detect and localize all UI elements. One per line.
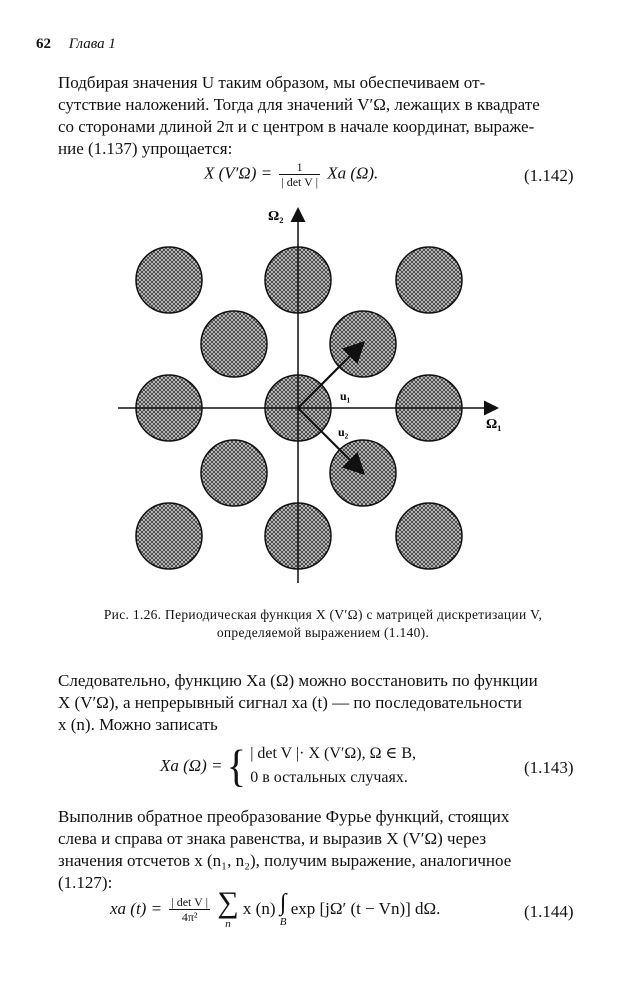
eq-lhs: X (V′Ω) = — [204, 163, 273, 183]
axis-omega1-label: Ω₁ — [486, 417, 502, 432]
spectrum-circle — [396, 247, 462, 313]
axis-omega2-label: Ω₂ — [268, 209, 284, 224]
eq-lhs: xa (t) = — [110, 899, 163, 918]
fraction-denominator: | det V | — [281, 175, 319, 189]
text-line: ние (1.137) упрощается: — [58, 139, 233, 158]
fraction-numerator: | det V | — [171, 894, 209, 909]
text-line: значения отсчетов x (n₁, n₂), получим выражение, аналогичное — [58, 851, 512, 870]
text-line: Подбирая значения U таким образом, мы обеспечиваем от- — [58, 73, 486, 92]
equation-1-142 — [204, 160, 378, 189]
figure-periodic-function — [100, 198, 520, 598]
vector-u2-label: u₂ — [338, 425, 349, 439]
sum-operator: ∑ n — [217, 886, 239, 930]
spectrum-circle — [136, 247, 202, 313]
paragraph-inverse — [58, 806, 586, 894]
eq-cases — [250, 742, 416, 790]
caption-line: Рис. 1.26. Периодическая функция X (V′Ω) с матрицей дискретизации V, — [103, 607, 543, 622]
sum-index: n — [225, 918, 231, 930]
spectrum-circle — [201, 311, 267, 377]
eq-integrand: exp [jΩ′ (t − Vn)] dΩ. — [290, 899, 441, 918]
equation-number: (1.144) — [524, 902, 574, 921]
eq-fraction — [169, 895, 210, 924]
paragraph-reconstruction — [58, 670, 586, 736]
equation-number: (1.143) — [524, 758, 574, 777]
eq-term: x (n) — [242, 899, 276, 918]
fraction-numerator: 1 — [279, 160, 320, 175]
text-line: X (V′Ω), а непрерывный сигнал xa (t) — по последовательности — [58, 693, 522, 712]
page-number: 62 — [36, 36, 51, 52]
text-line: Следовательно, функцию Xa (Ω) можно восстановить по функции — [58, 671, 538, 690]
text-line: (1.127): — [58, 873, 113, 892]
eq-rhs: Xa (Ω). — [327, 163, 379, 183]
paragraph-intro — [58, 72, 586, 160]
running-header — [36, 36, 116, 53]
eq-lhs: Xa (Ω) = — [160, 756, 223, 775]
spectrum-circle — [201, 440, 267, 506]
spectrum-circle — [136, 503, 202, 569]
integral-operator: ∫ B — [279, 890, 287, 928]
text-line: x (n). Можно записать — [58, 715, 218, 734]
vector-u1-label: u₁ — [340, 389, 351, 403]
equation-1-144 — [110, 888, 440, 930]
text-line: сутствие наложений. Тогда для значений V′Ω, лежащих в квадрате — [58, 95, 540, 114]
spectrum-circle — [396, 503, 462, 569]
fraction-denominator: 4π² — [181, 909, 198, 924]
case-line: | det V |· X (V′Ω), Ω ∈ B, — [250, 745, 417, 762]
case-line: 0 в остальных случаях. — [250, 769, 408, 786]
text-line: со сторонами длиной 2π и с центром в начале координат, выраже- — [58, 117, 535, 136]
equation-number: (1.142) — [524, 166, 574, 185]
text-line: слева и справа от знака равенства, и выразив X (V′Ω) через — [58, 829, 487, 848]
chapter-title: Глава 1 — [68, 36, 116, 52]
text-line: Выполнив обратное преобразование Фурье функций, стоящих — [58, 807, 510, 826]
eq-fraction — [279, 160, 320, 189]
equation-1-143 — [160, 739, 417, 792]
left-brace: { — [226, 739, 246, 792]
integral-domain: B — [279, 916, 287, 928]
figure-caption — [58, 606, 588, 642]
caption-line: определяемой выражением (1.140). — [216, 625, 430, 640]
